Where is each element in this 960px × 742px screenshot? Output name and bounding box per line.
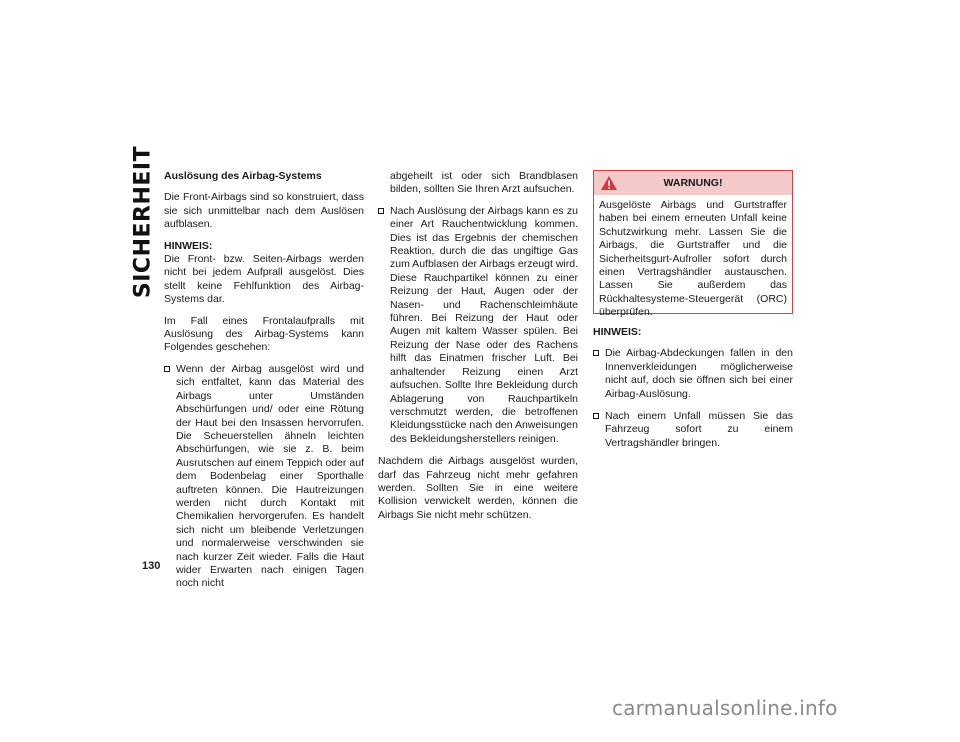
list-item-text: Nach Auslösung der Airbags kann es zu einer Art Rauchentwicklung kommen. Dies ist das Ergebnis der chemischen Reaktion, durch die das ungiftige Gas zum Aufblasen der Airbags erzeugt wird. Diese Rauchpartikel können zu einer Reizung der Haut, Augen oder der Nasen- und Rachenschleimhäute führen. Bei Reizung der Haut oder Augen mit kaltem Wasser spülen. Bei Reizung der Nase oder des Rachens hilft das Einatmen frischer Luft. Bei anhaltender Reizung einen Arzt aufsuchen. Sollte Ihre Bekleidung durch Ablagerung von Rauchpartikeln verschmutzt werden, die betroffenen Kleidungsstücke nach den Anweisungen des Bekleidungsherstellers reinigen. — [390, 204, 578, 445]
section-heading: Auslösung des Airbag-Systems — [164, 170, 322, 182]
page-number: 130 — [142, 560, 161, 572]
bullet-list — [164, 363, 364, 591]
warning-box — [593, 170, 793, 319]
checkbox-bullet-icon — [593, 350, 599, 356]
list-item — [593, 347, 793, 401]
watermark: carmanualsonline.info — [612, 696, 838, 720]
column-3-notes — [593, 326, 793, 459]
note-title: HINWEIS: — [593, 326, 642, 338]
list-item-continuation: abgeheilt ist oder sich Brandblasen bilden, sollten Sie Ihren Arzt aufsuchen. — [390, 170, 578, 196]
list-item — [593, 410, 793, 450]
list-item-text: Die Airbag-Abdeckungen fallen in den Innenverkleidungen möglicherweise nicht auf, doch sie öffnen sich bei einer Airbag-Auslösung. — [605, 347, 793, 400]
column-2 — [378, 170, 578, 530]
checkbox-bullet-icon — [164, 366, 170, 372]
list-item-text: Wenn der Airbag ausgelöst wird und sich entfaltet, kann das Material des Airbags unter Umständen Abschürfungen und/ oder eine Rötung der Haut bei den Insassen hervorrufen. Die Scheuerstellen ähneln leichten Abschürfungen, wie sie z. B. beim Ausrutschen auf einem Teppich oder auf dem Bodenbelag einer Sporthalle auftreten können. Die Hautreizungen werden nicht durch Kontakt mit Chemikalien hervorgerufen. Es handelt sich nicht um bleibende Verletzungen und normalerweise verschwinden sie nach kurzer Zeit wieder. Falls die Haut wider Erwarten nach einigen Tagen noch nicht — [176, 362, 364, 590]
section-tab — [126, 145, 160, 299]
warning-text: Ausgelöste Airbags und Gurtstraffer haben bei einem erneuten Unfall keine Schutzwirkung mehr. Lassen Sie die Airbags, die Gurtstraffer und die Sicherheitsgurt-Aufroller sofort durch einen Vertragshändler austauschen. Lassen Sie außerdem das Rückhaltesysteme-Steuergerät (ORC) überprüfen. — [599, 199, 787, 319]
warning-header — [594, 171, 792, 195]
warning-title: WARNUNG! — [663, 177, 723, 189]
note-title: HINWEIS: — [164, 239, 213, 252]
list-item — [378, 205, 578, 446]
bullet-list — [378, 205, 578, 446]
section-tab-label: SICHERHEIT — [130, 145, 156, 299]
paragraph: Im Fall eines Frontalaufpralls mit Auslösung des Airbag-Systems kann Folgendes geschehen: — [164, 314, 364, 354]
checkbox-bullet-icon — [378, 208, 384, 214]
paragraph: Die Front-Airbags sind so konstruiert, dass sie sich unmittelbar nach dem Auslösen aufblasen. — [164, 191, 364, 231]
list-item-text: Nach einem Unfall müssen Sie das Fahrzeug sofort zu einem Vertragshändler bringen. — [605, 410, 793, 449]
note-text: Die Front- bzw. Seiten-Airbags werden nicht bei jedem Aufprall ausgelöst. Dies stellt keine Fehlfunktion des Airbag-Systems dar. — [164, 253, 364, 306]
bullet-list — [593, 347, 793, 450]
list-item — [164, 363, 364, 591]
warning-triangle-icon — [600, 175, 618, 191]
column-1 — [164, 170, 364, 600]
checkbox-bullet-icon — [593, 413, 599, 419]
paragraph: Nachdem die Airbags ausgelöst wurden, darf das Fahrzeug nicht mehr gefahren werden. Sollten Sie in eine weitere Kollision verwickelt werden, können die Airbags Sie nicht mehr schützen. — [378, 455, 578, 521]
